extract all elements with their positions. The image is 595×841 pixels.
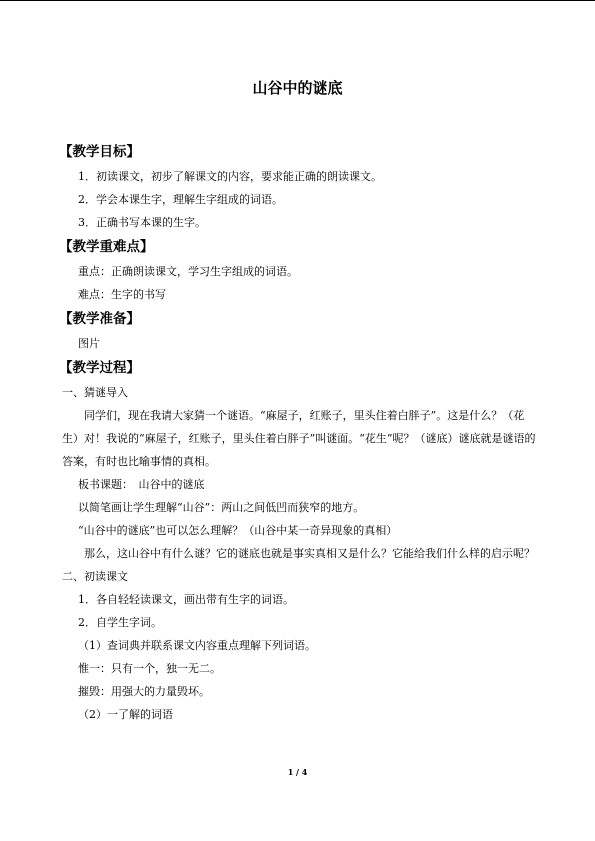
section-heading-preparation: 【教学准备】 <box>59 311 140 327</box>
process-part1-title: 一、猜谜导入 <box>62 386 128 399</box>
page-number: 1 / 4 <box>287 767 308 777</box>
document-title: 山谷中的谜底 <box>252 79 343 97</box>
process-part2-title: 二、初读课文 <box>62 570 128 583</box>
preparation-item-1: 图片 <box>78 337 100 350</box>
key-point-item-2: 难点：生字的书写 <box>78 288 166 301</box>
goal-item-3: 3．正确书写本课的生字。 <box>78 216 206 229</box>
goal-item-1: 1．初读课文，初步了解课文的内容，要求能正确的朗读课文。 <box>78 170 382 183</box>
process-part1-paragraph-3: 以简笔画让学生理解“山谷”：两山之间低凹而狭窄的地方。 <box>78 501 365 514</box>
process-part1-paragraph-5: 那么，这山谷中有什么谜？它的谜底也就是事实真相又是什么？它能给我们什么样的启示呢？ <box>84 547 535 560</box>
process-part2-line-4: 惟一：只有一个，独一无二。 <box>78 662 221 675</box>
process-part2-line-6: （2）一了解的词语 <box>78 708 173 721</box>
process-part1-paragraph-4: “山谷中的谜底”也可以怎么理解？（山谷中某一奇异现象的真相） <box>78 524 398 537</box>
goal-item-2: 2．学会本课生字，理解生字组成的词语。 <box>78 193 283 206</box>
process-part1-paragraph-2: 板书课题： 山谷中的谜底 <box>78 478 205 491</box>
process-part2-line-3: （1）查词典并联系课文内容重点理解下列词语。 <box>78 639 316 652</box>
process-part2-line-5: 摧毁：用强大的力量毁坏。 <box>78 685 210 698</box>
process-part2-line-2: 2．自学生字词。 <box>78 616 162 629</box>
key-point-item-1: 重点：正确朗读课文，学习生字组成的词语。 <box>78 265 298 278</box>
top-border-line <box>0 0 595 1</box>
process-part1-paragraph-1: 同学们，现在我请大家猜一个谜语。“麻屋子，红账子，里头住着白胖子”。这是什么？（花生）对！我说的“麻屋子，红账子，里头住着白胖子”叫谜面。“花生”呢？（谜底）谜底就是谜语的答案，有时也比喻事情的真相。 <box>62 409 536 468</box>
section-heading-goals: 【教学目标】 <box>59 144 140 160</box>
process-part2-line-1: 1．各自轻轻读课文，画出带有生字的词语。 <box>78 593 294 606</box>
section-heading-key-points: 【教学重难点】 <box>59 239 154 255</box>
section-heading-process: 【教学过程】 <box>59 360 140 376</box>
document-body <box>59 143 540 726</box>
